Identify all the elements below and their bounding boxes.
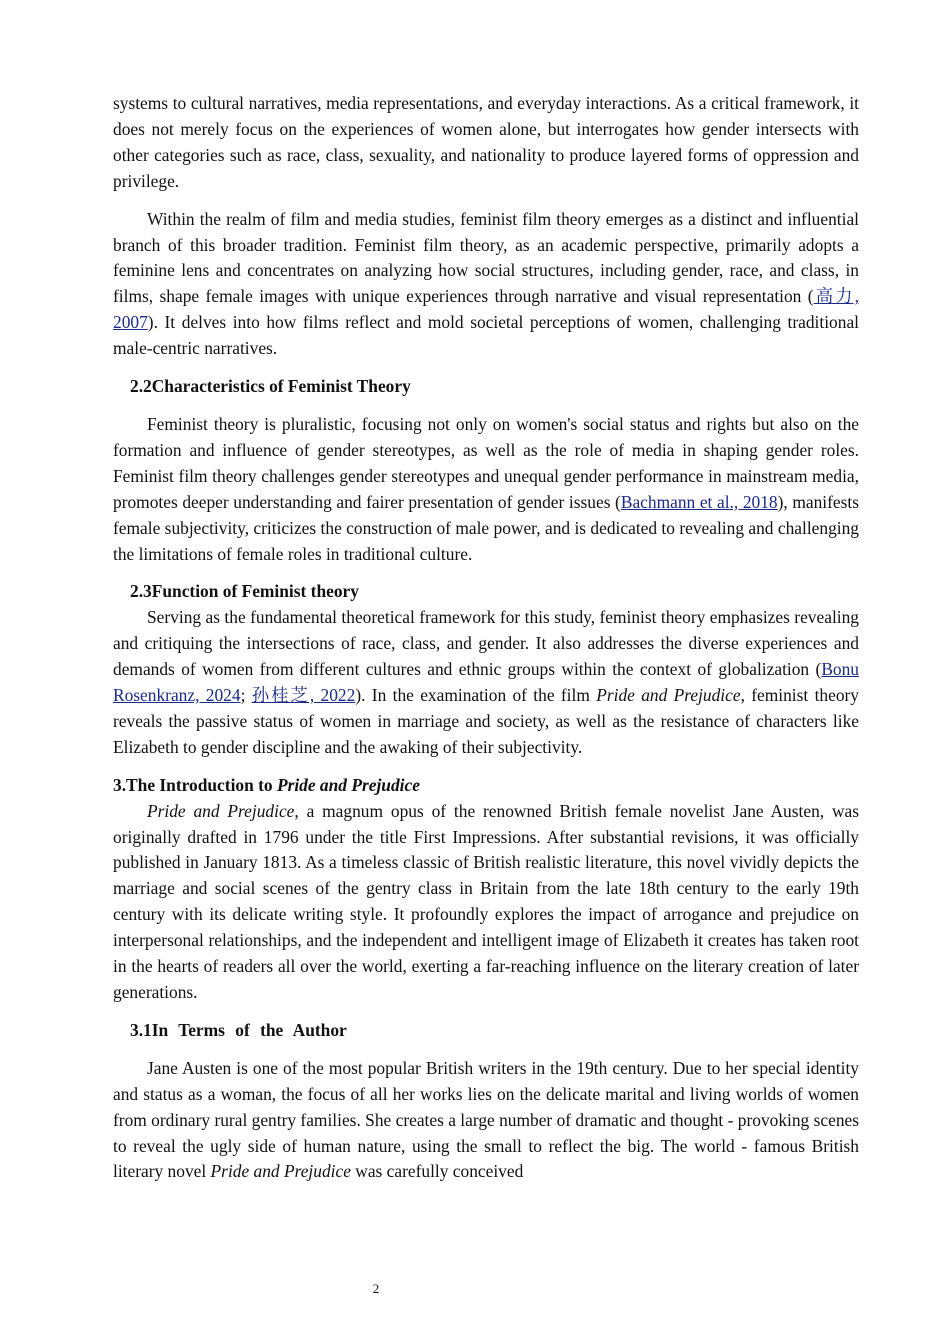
citation-link-bachmann[interactable]: Bachmann et al., 2018 (620, 491, 778, 512)
paragraph-feminist-film-theory (113, 207, 859, 362)
paragraph-author (113, 1056, 859, 1186)
section-heading-2-2: 2.2Characteristics of Feminist Theory (130, 376, 411, 397)
page-number: 2 (372, 1281, 380, 1296)
paragraph-text: , feminist theory reveals the passive status of women in marriage and society, as well as the resistance of characters like Elizabeth to gender discipline and the awaking of their subjectivity. (113, 685, 859, 757)
paragraph-text: , a magnum opus of the renowned British female novelist Jane Austen, was originally drafted in 1796 under the title First Impressions. After substantial revisions, it was officially published in January 1813. As a timeless classic of British realistic literature, this novel vividly depicts the marriage and social scenes of the gentry class in Britain from the late 18th century to the early 19th century with its delicate writing style. It profoundly explores the impact of arrogance and prejudice on interpersonal relationships, and the independent and intelligent image of Elizabeth it creates has taken root in the hearts of readers all over the world, exerting a far-reaching influence on the literary creation of later generations. (113, 800, 860, 1002)
citation-separator: ; (240, 685, 252, 706)
paragraph-text: systems to cultural narratives, media representations, and everyday interactions. As a critical framework, it does not merely focus on the experiences of women alone, but interrogates how gender intersects with other categories such as race, class, sexuality, and nationality to produce layered forms of oppression and privilege. (113, 93, 859, 191)
paragraph-text: ), manifests female subjectivity, criticizes the construction of male power, and is dedicated to revealing and challenging the limitations of female roles in traditional culture. (113, 491, 859, 564)
paragraph-text: Within the realm of film and media studies, feminist film theory emerges as a distinct and influential branch of this broader tradition. Feminist film theory, as an academic perspective, primarily adopts a feminine lens and concentrates on analyzing how social structures, including gender, race, and class, in films, shape female images with unique experiences through narrative and visual representation ( (113, 208, 859, 307)
paragraph-text: ). In the examination of the film (355, 685, 597, 706)
paragraph-text: was carefully conceived (350, 1161, 524, 1182)
film-title: Pride and Prejudice (596, 685, 741, 706)
paragraph-text: ). It delves into how films reflect and mold societal perceptions of women, challenging traditional male-centric narratives. (113, 312, 859, 359)
heading-title: Pride and Prejudice (276, 774, 420, 795)
section-heading-3-1: 3.1In Terms of the Author (130, 1019, 347, 1040)
paragraph-text: Jane Austen is one of the most popular British writers in the 19th century. Due to her special identity and status as a woman, the focus of all her works lies on the delicate marital and living worlds of women from ordinary rural gentry families. She creates a large number of dramatic and thought - provoking scenes to reveal the ugly side of human nature, using the small to reflect the big. The world - famous British literary novel (113, 1057, 859, 1182)
novel-title: Pride and Prejudice (147, 800, 295, 821)
novel-title: Pride and Prejudice (210, 1161, 351, 1182)
citation-link-gao-li[interactable]: 高力, 2007 (113, 286, 859, 333)
paragraph-function (113, 605, 859, 760)
citation-link-sun-guizhi[interactable]: 孙桂芝, 2022 (251, 685, 356, 706)
citation-link-rosenkranz[interactable]: Bonu Rosenkranz, 2024 (113, 659, 859, 706)
paragraph-text: Feminist theory is pluralistic, focusing not only on women's social status and rights but also on the formation and influence of gender stereotypes, as well as the role of media in shaping gender roles. Feminist film theory challenges gender stereotypes and unequal gender performance in mainstream media, promotes deeper understanding and fairer presentation of gender issues ( (113, 413, 859, 512)
paragraph-characteristics (113, 412, 859, 567)
heading-prefix: 3.The Introduction to (113, 774, 277, 795)
section-heading-3 (113, 773, 859, 799)
paragraph-feminist-framework (113, 91, 859, 195)
section-heading-2-3: 2.3Function of Feminist theory (130, 581, 359, 602)
document-page (113, 91, 859, 1185)
paragraph-text: Serving as the fundamental theoretical framework for this study, feminist theory emphasizes revealing and critiquing the intersections of race, class, and gender. It also addresses the diverse experiences and demands of women from different cultures and ethnic groups within the context of globalization ( (113, 607, 859, 680)
paragraph-introduction (113, 799, 859, 1006)
